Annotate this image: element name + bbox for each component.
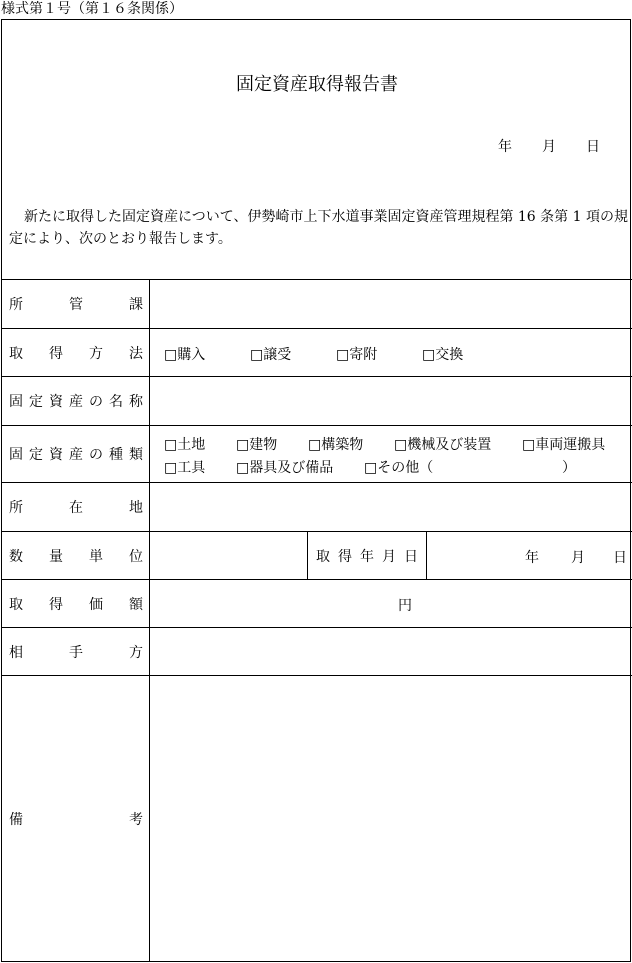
label-counterparty: 相 手 方 [2, 628, 150, 675]
row-department [2, 279, 632, 328]
field-location[interactable] [150, 483, 632, 531]
label-department: 所 管 課 [2, 280, 150, 328]
checkbox-transfer[interactable]: □譲受 [250, 347, 292, 363]
other-close-paren: ） [562, 460, 576, 476]
row-quantity [2, 531, 632, 579]
row-price [2, 579, 632, 627]
field-quantity[interactable] [150, 532, 307, 579]
checkbox-donation[interactable]: □寄附 [336, 347, 378, 363]
field-asset-type [150, 426, 632, 482]
row-counterparty [2, 627, 632, 675]
checkbox-equipment[interactable]: □器具及び備品 [236, 460, 334, 476]
field-price[interactable] [150, 580, 632, 627]
checkbox-vehicle[interactable]: □車両運搬具 [522, 437, 606, 453]
report-date-month-label: 月 [542, 139, 556, 155]
acq-date-day-label: 日 [613, 550, 627, 566]
label-acquisition-method: 取 得 方 法 [2, 329, 150, 376]
report-date-day-label: 日 [586, 139, 600, 155]
checkbox-other[interactable]: □その他（ [364, 460, 434, 476]
row-acquisition-method [2, 328, 632, 376]
field-acquisition-method [150, 329, 632, 376]
intro-text: 新たに取得した固定資産について、伊勢崎市上下水道事業固定資産管理規程第 16 条第 1 項の規定により、次のとおり報告します。 [9, 209, 628, 247]
field-acquisition-date[interactable] [427, 532, 632, 579]
acq-date-year-label: 年 [525, 550, 539, 566]
field-remarks[interactable] [150, 676, 632, 961]
field-asset-name[interactable] [150, 377, 632, 425]
row-asset-type [2, 425, 632, 482]
field-department[interactable] [150, 280, 632, 328]
checkbox-exchange[interactable]: □交換 [422, 347, 464, 363]
label-price: 取 得 価 額 [2, 580, 150, 627]
checkbox-building[interactable]: □建物 [236, 437, 278, 453]
acq-date-month-label: 月 [571, 550, 585, 566]
label-remarks: 備 考 [2, 676, 150, 961]
label-asset-type: 固 定 資 産 の 種 類 [2, 426, 150, 482]
label-location: 所 在 地 [2, 483, 150, 531]
checkbox-purchase[interactable]: □購入 [164, 347, 206, 363]
form-title: 固定資産取得報告書 [236, 74, 398, 95]
label-asset-name: 固 定 資 産 の 名 称 [2, 377, 150, 425]
label-quantity: 数 量 単 位 [2, 532, 150, 579]
form-number: 様式第１号（第１６条関係） [1, 1, 183, 17]
field-counterparty[interactable] [150, 628, 632, 675]
row-remarks [2, 675, 632, 961]
report-form [1, 19, 631, 962]
row-asset-name [2, 376, 632, 425]
field-quantity-row [150, 532, 632, 579]
checkbox-machinery[interactable]: □機械及び装置 [394, 437, 492, 453]
price-unit-label: 円 [398, 598, 412, 614]
label-acquisition-date: 取 得 年 月 日 [316, 548, 418, 565]
checkbox-structure[interactable]: □構築物 [308, 437, 364, 453]
checkbox-tools[interactable]: □工具 [164, 460, 206, 476]
row-location [2, 482, 632, 531]
report-date [482, 136, 612, 154]
report-date-year-label: 年 [498, 139, 512, 155]
checkbox-land[interactable]: □土地 [164, 437, 206, 453]
